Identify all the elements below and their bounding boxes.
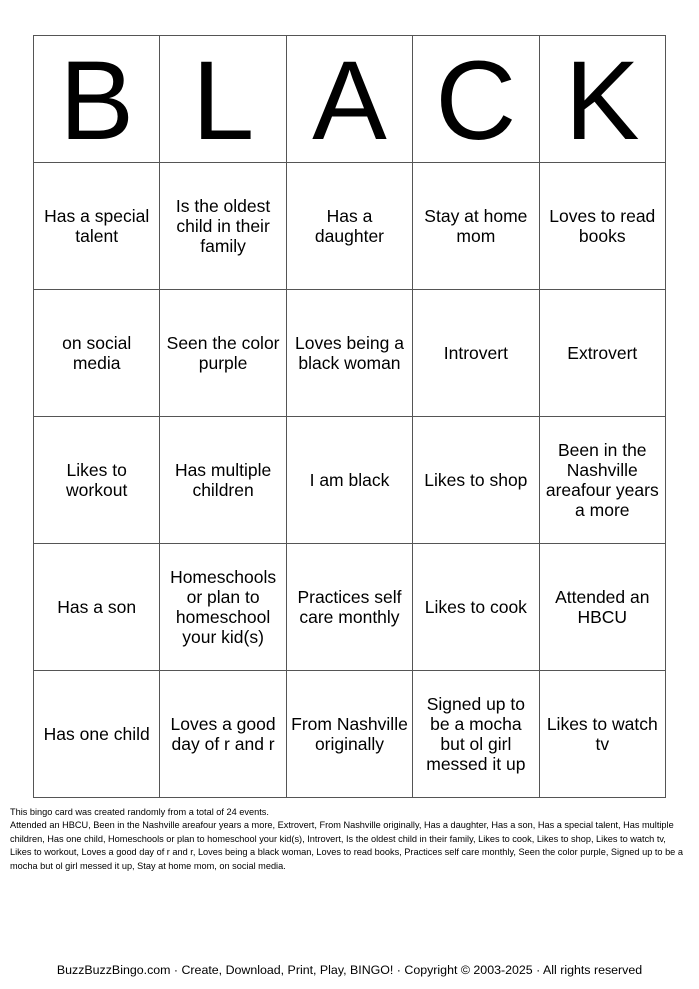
bingo-cell: Extrovert [539, 290, 665, 417]
bingo-cell: Introvert [413, 290, 539, 417]
bingo-cell: Loves being a black woman [286, 290, 412, 417]
header-letter-a: A [286, 36, 412, 163]
bingo-cell: Seen the color purple [160, 290, 286, 417]
bingo-row [34, 163, 666, 290]
bingo-cell: Loves a good day of r and r [160, 671, 286, 798]
bingo-cell: From Nashville originally [286, 671, 412, 798]
bingo-cell: I am black [286, 417, 412, 544]
bingo-cell: Practices self care monthly [286, 544, 412, 671]
card-summary-note: This bingo card was created randomly from a total of 24 events. [10, 807, 269, 817]
header-letter-k: K [539, 36, 665, 163]
bingo-cell: Has a son [34, 544, 160, 671]
bingo-cell: Is the oldest child in their family [160, 163, 286, 290]
bingo-row [34, 417, 666, 544]
bingo-cell: Has multiple children [160, 417, 286, 544]
bingo-cell: Likes to workout [34, 417, 160, 544]
bingo-row [34, 544, 666, 671]
header-letter-b: B [34, 36, 160, 163]
bingo-cell: Likes to watch tv [539, 671, 665, 798]
bingo-cell: Likes to cook [413, 544, 539, 671]
bingo-cell: Homeschools or plan to homeschool your kid(s) [160, 544, 286, 671]
bingo-cell: Likes to shop [413, 417, 539, 544]
bingo-row [34, 671, 666, 798]
header-letter-c: C [413, 36, 539, 163]
bingo-cell: Has one child [34, 671, 160, 798]
header-letter-l: L [160, 36, 286, 163]
bingo-cell: Stay at home mom [413, 163, 539, 290]
bingo-cell: on social media [34, 290, 160, 417]
bingo-cell: Been in the Nashville areafour years a more [539, 417, 665, 544]
bingo-cell: Has a daughter [286, 163, 412, 290]
bingo-cell: Signed up to be a mocha but ol girl messed it up [413, 671, 539, 798]
event-list-note: Attended an HBCU, Been in the Nashville areafour years a more, Extrovert, From Nashville originally, Has a daughter, Has a son, Has a special talent, Has multiple children, Has one child, Homeschools or plan to homeschool your kid(s), Introvert, Is the oldest child in their family, Likes to cook, Likes to shop, Likes to watch tv, Likes to workout, Loves a good day of r and r, Loves being a black woman, Loves to read books, Practices self care monthly, Seen the color purple, Signed up to be a mocha but ol girl messed it up, Stay at home mom, on social media. [10, 820, 683, 871]
bingo-cell: Attended an HBCU [539, 544, 665, 671]
page-footer: BuzzBuzzBingo.com · Create, Download, Print, Play, BINGO! · Copyright © 2003-2025 · All rights reserved [56, 963, 643, 977]
bingo-cell: Has a special talent [34, 163, 160, 290]
bingo-card-grid [33, 35, 666, 798]
bingo-cell: Loves to read books [539, 163, 665, 290]
header-row [34, 36, 666, 163]
bingo-row [34, 290, 666, 417]
